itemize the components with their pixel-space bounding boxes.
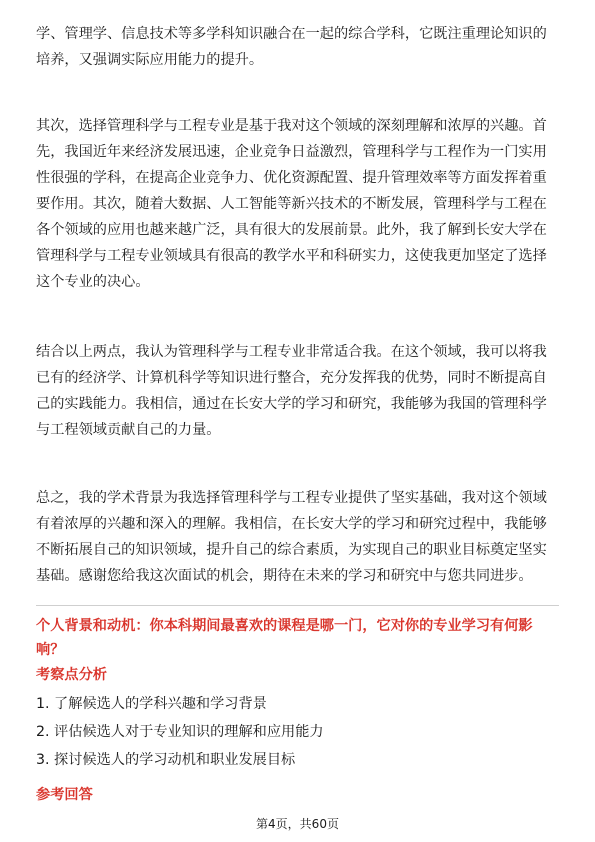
- body-paragraph-3: 结合以上两点，我认为管理科学与工程专业非常适合我。在这个领域，我可以将我已有的经济学、计算机科学等知识进行整合，充分发挥我的优势，同时不断提高自己的实践能力。我相信，通过在长安大学的学习和研究，我能够为我国的管理科学与工程领域贡献自己的力量。: [36, 344, 547, 438]
- body-paragraph-1: 学、管理学、信息技术等多学科知识融合在一起的综合学科，它既注重理论知识的培养，又强调实际应用能力的提升。: [36, 26, 547, 68]
- page-footer: 第4页，共60页: [256, 817, 339, 831]
- section-divider: [36, 605, 559, 606]
- interview-question: 个人背景和动机：你本科期间最喜欢的课程是哪一门，它对你的专业学习有何影响？: [36, 618, 533, 658]
- analysis-point: 2. 评估候选人对于专业知识的理解和应用能力: [36, 724, 324, 740]
- body-paragraph-2: 其次，选择管理科学与工程专业是基于我对这个领域的深刻理解和浓厚的兴趣。首先，我国近年来经济发展迅速，企业竞争日益激烈，管理科学与工程作为一门实用性很强的学科，在提高企业竞争力、优化资源配置、提升管理效率等方面发挥着重要作用。其次，随着大数据、人工智能等新兴技术的不断发展，管理科学与工程在各个领域的应用也越来越广泛，具有很大的发展前景。此外，我了解到长安大学在管理科学与工程专业领域具有很高的教学水平和科研实力，这使我更加坚定了选择这个专业的决心。: [36, 118, 547, 290]
- analysis-point: 3. 探讨候选人的学习动机和职业发展目标: [36, 752, 296, 768]
- analysis-heading: 考察点分析: [36, 667, 107, 683]
- analysis-point: 1. 了解候选人的学科兴趣和学习背景: [36, 696, 267, 712]
- answer-heading: 参考回答: [36, 787, 93, 803]
- analysis-points-list: [36, 690, 559, 774]
- body-paragraph-4: 总之，我的学术背景为我选择管理科学与工程专业提供了坚实基础，我对这个领域有着浓厚的兴趣和深入的理解。我相信，在长安大学的学习和研究过程中，我能够不断拓展自己的知识领域，提升自己的综合素质，为实现自己的职业目标奠定坚实基础。感谢您给我这次面试的机会，期待在未来的学习和研究中与您共同进步。: [36, 490, 547, 584]
